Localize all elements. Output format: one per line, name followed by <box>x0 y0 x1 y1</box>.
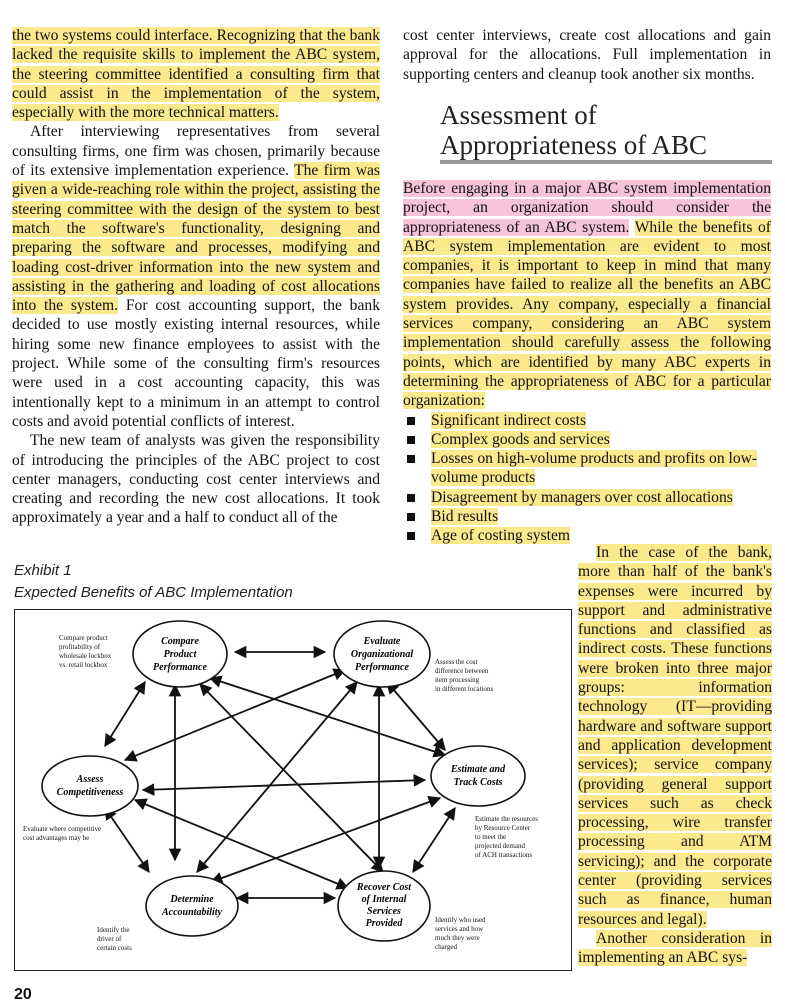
svg-text:Services: Services <box>367 906 401 917</box>
right-paragraph-2: Before engaging in a major ABC system implementation project, an organization should consider the appropriateness of an ABC system. While the benefits of ABC system implementation are evident to most companies, it is important to keep in mind that many companies have failed to realize all the benefits an ABC system provides. Any company, especially a financial services company, considering an ABC system implementation should carefully assess the following points, which are identified by many ABC experts in determining the appropriateness of ABC for a particular organization: <box>403 180 771 410</box>
note-evaluate: Assess the cost <box>435 658 478 666</box>
note-estimate: Estimate the resources <box>475 815 538 823</box>
note-determine: Identify the <box>97 926 130 934</box>
node-evaluate-organizational <box>334 621 430 687</box>
svg-text:of ACH transactions: of ACH transactions <box>475 851 533 859</box>
note-assess: Evaluate where competitive <box>23 825 102 833</box>
node-recover-cost <box>338 871 430 941</box>
svg-text:Determine: Determine <box>170 894 214 905</box>
list-item: Complex goods and services <box>403 430 771 449</box>
svg-text:to meet the: to meet the <box>475 833 507 841</box>
svg-text:services and how: services and how <box>435 925 484 933</box>
svg-text:Recover Cost: Recover Cost <box>356 882 412 893</box>
left-paragraph-2: After interviewing representatives from several consulting firms, one firm was chosen, primarily because of its extensive implementation experience. The firm was given a wide-reaching role within the project, assisting the steering committee with the design of the system to best match the software's functionality, designing and preparing the software and processes, modifying and loading cost-driver information into the new system and assisting in the gathering and loading of cost allocations into the system. For cost accounting support, the bank decided to use mostly existing internal resources, while hiring some new finance employees to assist with the project. While some of the consulting firm's resources were used in a cost accounting capacity, this was intentionally kept to a minimum in an attempt to control costs and avoid potential conflicts of interest. <box>12 123 380 430</box>
node-determine-accountability <box>146 876 238 936</box>
exhibit-title: Expected Benefits of ABC Implementation <box>14 584 293 601</box>
right-column-top <box>403 26 771 84</box>
list-item: Age of costing system <box>403 526 771 545</box>
svg-text:Competitiveness: Competitiveness <box>56 787 124 798</box>
svg-text:certain costs: certain costs <box>97 944 132 952</box>
svg-text:cost advantages may be: cost advantages may be <box>23 834 90 842</box>
right-column-body <box>403 179 771 546</box>
svg-text:Performance: Performance <box>153 662 207 673</box>
node-compare-product <box>133 621 227 687</box>
svg-text:Evaluate: Evaluate <box>363 636 401 647</box>
criteria-list <box>403 411 771 546</box>
svg-text:charged: charged <box>435 943 458 951</box>
right-paragraph-1: cost center interviews, create cost allocations and gain approval for the allocations. Full implementation in supporting centers and cleanup took another six months. <box>403 27 771 83</box>
svg-text:Performance: Performance <box>355 662 409 673</box>
svg-text:vs. retail lockbox: vs. retail lockbox <box>59 661 108 669</box>
svg-text:Organizational: Organizational <box>350 649 414 660</box>
svg-text:of Internal: of Internal <box>361 894 407 905</box>
note-recover: Identify who used <box>435 916 486 924</box>
svg-text:difference between: difference between <box>435 667 489 675</box>
svg-text:Accountability: Accountability <box>162 907 222 918</box>
svg-text:projected demand: projected demand <box>475 842 525 850</box>
list-item: Losses on high-volume products and profits on low-volume products <box>403 449 771 488</box>
connector-arrows <box>105 652 455 898</box>
svg-text:Compare: Compare <box>161 636 199 647</box>
node-estimate-track <box>431 746 525 806</box>
left-paragraph-3: The new team of analysts was given the responsibility of introducing the principles of the ABC project to cost center managers, conducting cost center interviews and creating and recording the new cost allocations. It took approximately a year and a half to conduct all of the <box>12 432 380 527</box>
section-heading: Assessment of Appropriateness of ABC <box>440 100 707 160</box>
list-item: Significant indirect costs <box>403 411 771 430</box>
exhibit-label: Exhibit 1 <box>14 562 72 579</box>
right-paragraph-4: Another consideration in implementing an ABC sys- <box>578 929 772 967</box>
right-paragraph-3: In the case of the bank, more than half of the bank's expenses were incurred by support and administrative functions and classified as indirect costs. These functions were broken into three major groups: information technology (IT—providing hardware and software support and application development services); service company (providing general support services such as check processing, wire transfer processing and ATM servicing); and the corporate center (providing services such as finance, human resources and legal). <box>578 544 772 928</box>
svg-text:in different locations: in different locations <box>435 685 494 693</box>
page-number: 20 <box>14 986 32 1003</box>
left-paragraph-1: the two systems could interface. Recognizing that the bank lacked the requisite skills to implement the ABC system, the steering committee identified a consulting firm that could assist in the implementation of the system, especially with the more technical matters. <box>12 27 380 122</box>
svg-text:item processing: item processing <box>435 676 480 684</box>
svg-text:profitability of: profitability of <box>59 643 101 651</box>
heading-rule <box>440 160 772 164</box>
svg-text:wholesale lockbox: wholesale lockbox <box>59 652 112 660</box>
list-item: Disagreement by managers over cost allocations <box>403 488 771 507</box>
list-item: Bid results <box>403 507 771 526</box>
svg-text:Product: Product <box>163 649 197 660</box>
left-column <box>12 26 380 528</box>
svg-text:Track Costs: Track Costs <box>453 777 503 788</box>
right-column-narrow <box>578 543 772 968</box>
note-compare: Compare product <box>59 634 108 642</box>
svg-text:Estimate and: Estimate and <box>450 764 506 775</box>
node-assess-competitiveness <box>42 756 138 816</box>
svg-text:much they were: much they were <box>435 934 480 942</box>
svg-text:Assess: Assess <box>76 774 104 785</box>
svg-text:driver of: driver of <box>97 935 122 943</box>
svg-text:by Resource Center: by Resource Center <box>475 824 531 832</box>
svg-text:Provided: Provided <box>365 918 403 929</box>
benefits-diagram <box>14 609 572 971</box>
